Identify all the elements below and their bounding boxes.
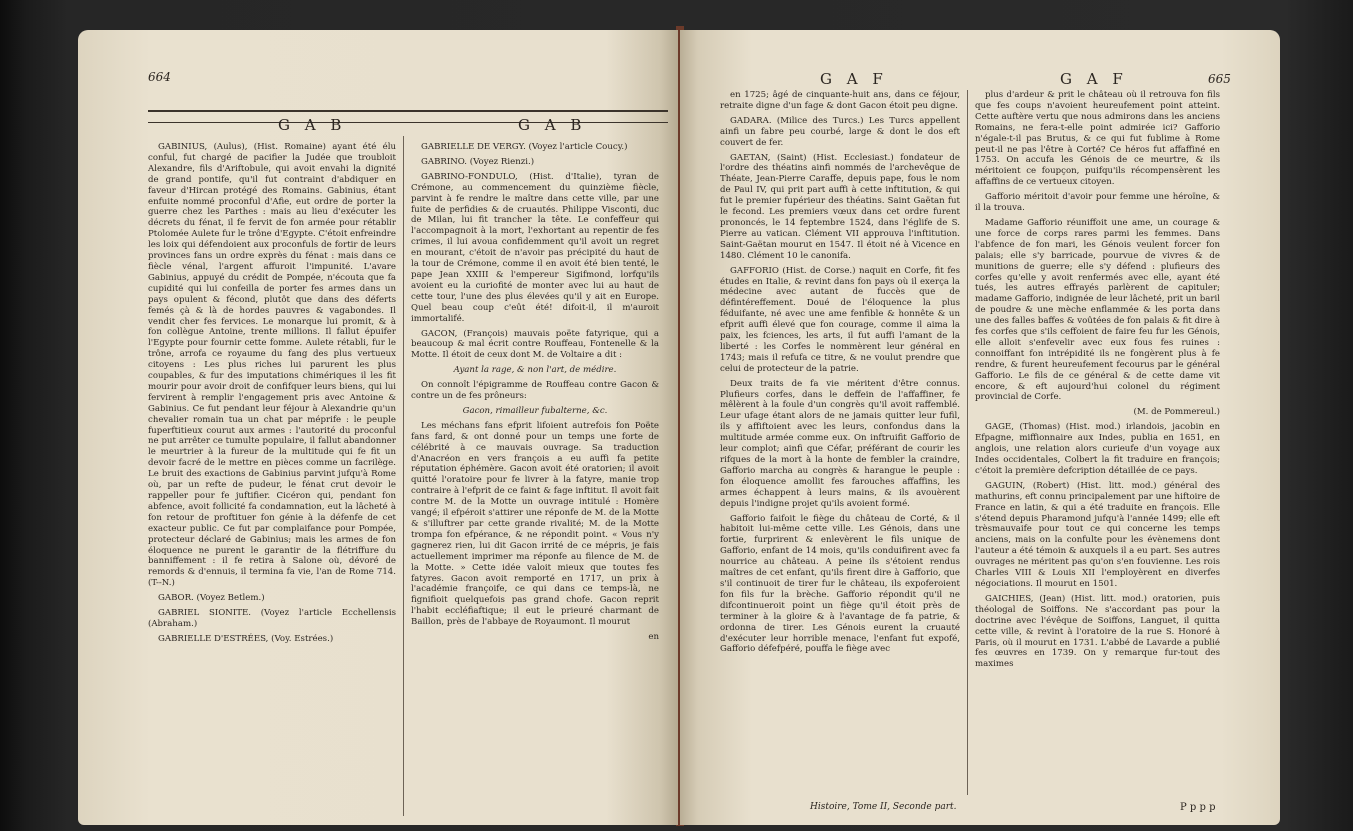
- quote-rousseau: Gacon, rimailleur fubalterne, &c.: [462, 405, 608, 416]
- left-page-number: 664: [148, 70, 171, 84]
- right-column-divider: [967, 90, 968, 795]
- left-running-head-1: G A B: [278, 116, 347, 134]
- entry-gafforio-traits: Deux traits de fa vie méritent d'être connus. Plufieurs corfes, dans le deffein de l'affaffiner, fe mêlèrent à la foule d'un congrès qu'il avoit raffemblé. Leur ufage étant alors de ne jamais quitter leur fufil, ils y affiftoient avec les leurs, confondus dans la multitude armée comme eux. On inftruifit Gafforio de leur complot; ainfi que Céfar, préférant de courir les rifques de la mort à la honte de fembler la craindre, Gafforio marcha au congrès & harangue le peuple : fon éloquence amollit fes farouches affaffins, les armes échappent à leurs mains, & ils avouèrent depuis l'indigne projet qu'ils avoient formé.: [720, 378, 960, 509]
- left-page: [78, 30, 678, 825]
- entry-gabriel-sionite: GABRIEL SIONITE. (Voyez l'article Ecchellensis (Abraham.): [148, 608, 396, 629]
- entry-gabinius: GABINIUS, (Aulus), (Hist. Romaine) ayant été élu conful, fut chargé de pacifier la Judée que troubloit Alexandre, fils d'Ariftobule, qui avoit envahi la dignité de grand pontife, qu'il fut contraint d'abdiquer en faveur d'Hircan protégé des Romains. Gabinius, étant enfuite nommé proconful d'Afie, eut ordre de porter la guerre chez les Parthes : mais au lieu d'exécuter les décrets du fénat, il fe fervit de fon armée pour rétablir Ptolomée Aulete fur le trône d'Egypte. C'étoit enfreindre les loix qui défendoient aux proconfuls de fortir de leurs provinces fans un ordre exprès du fénat : mais dans ce fiècle vénal, l'argent affuroit l'impunité. L'avare Gabinius, appuyé du crédit de Pompée, n'écouta que fa cupidité qui lui confeilla de porter fes armes dans un pays opulent & fécond, plutôt que dans des déferts femés çà & là de hordes pauvres & vagabondes. Il vendit cher fes fervices. Le monarque lui promit, & à fon collègue Antoine, trente millions. Il fallut épuifer l'Egypte pour fournir cette fomme. Aulete rétabli, fur le trône, arrofa ce royaume du fang des plus vertueux citoyens : Les plus riches lui parurent les plus coupables, & fur des imputations chimériques il les fit mourir pour avoir droit de confifquer leurs biens, qui lui fervirent à remplir l'engagement pris avec Antoine & Gabinius. Ce fut pendant leur féjour à Alexandrie qu'un chevalier romain tua un chat par méprife : le peuple fuperftitieux courut aux armes : l'autorité du proconful ne put arrêter ce tumulte populaire, il fallut abandonner le meurtrier à la fureur de la multitude qui fe fit un devoir facré de le mettre en pièces comme un facrilège. Le bruit des exactions de Gabinius parvint jufqu'à Rome où, par un refte de pudeur, le fénat crut devoir le rappeller pour fe juftifier. Cicéron qui, pendant fon abfence, avoit follicité fa condamnation, eut la lâcheté à fon retour de proftituer fon génie à la défenfe de cet exacteur public. Ce fut par complaifance pour Pompée, protecteur déclaré de Gabinius; mais les armes de fon éloquence ne purent le garantir de la flétriffure du banniffement : il fe retira à Salone où, dévoré de remords & d'ennuis, il termina fa vie, l'an de Rome 714. (T--N.): [148, 142, 396, 589]
- entry-gadara: GADARA. (Milice des Turcs.) Les Turcs appellent ainfi un fabre peu courbé, large & dont le dos eft couvert de fer.: [720, 115, 960, 148]
- left-header-rule: [148, 110, 668, 123]
- right-running-head-2: G A F: [1060, 70, 1128, 88]
- entry-gaetan: GAETAN, (Saint) (Hist. Ecclesiast.) fondateur de l'ordre des théatins ainfi nommés de l'archevêque de Théate, Jean-Pierre Caraffe, depuis pape, fous le nom de Paul IV, qui prit part auffi à cette inftitution, & qui fut le premier fupérieur des théatins. Saint Gaëtan fut le fecond. Les premiers vœux dans cet ordre furent prononcés, le 14 feptembre 1524, dans l'églife de S. Pierre au vatican. Clément VII approuva l'inftitution. Saint-Gaëtan mourut en 1547. Il étoit né à Vicence en 1480. Clément 10 le canonifa.: [720, 152, 960, 261]
- entry-gabor: GABOR. (Voyez Betlem.): [158, 593, 265, 604]
- author-credit: (M. de Pommereul.): [1133, 407, 1220, 418]
- entry-gabrino: GABRINO. (Voyez Rienzi.): [421, 156, 535, 167]
- entry-gacon: GACON, (François) mauvais poëte fatyrique, qui a beaucoup & mal écrit contre Rouffeau, Fontenelle & la Motte. Il étoit de ceux dont M. de Voltaire a dit :: [411, 328, 659, 361]
- entry-gabrielle-vergy: GABRIELLE DE VERGY. (Voyez l'article Coucy.): [421, 142, 628, 152]
- footer-volume: Histoire, Tome II, Seconde part.: [810, 802, 957, 812]
- entry-gabrielle-estrees: GABRIELLE D'ESTRÉES, (Voy. Estrées.): [158, 633, 334, 644]
- left-column-divider: [403, 136, 404, 816]
- entry-gafforio-siege: Gafforio faifoit le fiège du château de Corté, & il habitoit lui-même cette ville. Les Génois, dans une fortie, furprirent & enlevèrent le fils unique de Gafforio, enfant de 14 mois, qu'ils conduifirent avec fa nourrice au château. A peine ils s'étoient rendus maîtres de cet enfant, qu'ils firent dire à Gafforio, que s'il continuoit de tirer fur le château, ils expoferoient fon fils fur la brèche. Gafforio répondit qu'il ne difcontinueroit point un fiège qu'il étoit près de terminer à la gloire & à l'avantage de fa patrie, & ordonna de tirer. Les Génois eurent la cruauté d'exécuter leur horrible menace, l'enfant fut expofé, Gafforio défefpéré, pouffa le fiège avec: [720, 513, 960, 655]
- entry-gacon-epigram: On connoît l'épigramme de Rouffeau contre Gacon & contre un de fes prôneurs:: [411, 380, 659, 402]
- entry-gacon-cont: Les méchans fans efprit lifoient autrefois fon Poëte fans fard, & ont donné pour un temps une forte de célébrité à ce mauvais ouvrage. Sa traduction d'Anacréon en vers françois a eu auffi fa petite réputation éphémère. Gacon avoit été oratorien; il avoit quitté l'oratoire pour fe livrer à la fatyre, manie trop contraire à l'efprit de ce faint & fage inftitut. Il avoit fait contre M. de la Motte un ouvrage intitulé : Homère vangé; il efpéroit s'attirer une réponfe de M. de la Motte & s'illuftrer par cette grande rivalité; M. de la Motte trompa fon efpérance, & ne répondit point. « Vous n'y gagnerez rien, lui dit Gacon irrité de ce mépris, je fais actuellement imprimer ma réponfe au filence de M. de la Motte. » Cette idée valoit mieux que toutes fes fatyres. Gacon avoit remporté en 1717, un prix à l'académie françoife, ce qui dans ce temps-là, ne fignifioit quelquefois pas grand chofe. Gacon reprit l'habit eccléfiaftique; il eut le prieuré charmant de Baillon, près de l'abbaye de Royaumont. Il mourut: [411, 420, 659, 628]
- quote-voltaire: Ayant la rage, & non l'art, de médire.: [453, 365, 617, 376]
- entry-madame-gafforio: Madame Gafforio réuniffoit une ame, un courage & une force de corps rares parmi les femmes. Dans l'abfence de fon mari, les Génois veulent forcer fon palais; elle s'y barricade, pourvue de vivres & de munitions de guerre; elle s'y défend : plufieurs des corfes qu'elle y avoit renfermés avec elle, ayant été tués, les autres effrayés parlèrent de capituler; madame Gafforio, indignée de leur lâcheté, prit un baril de poudre & une mèche enflammée & les porta dans une des falles baffes & voûtées de fon palais & fit dire à fes corfes que s'ils ceffoient de faire feu fur les Génois, elle alloit s'enfevelir avec eux fous fes ruines : connoiffant fon intrépidité ils ne fongèrent plus à fe rendre, & furent heureufement fecourus par le général Gafforio. Le fils de ce général & de cette dame vit encore, & eft aujourd'hui colonel du régiment provincial de Corfe.: [975, 217, 1220, 403]
- left-col-2: [411, 142, 659, 647]
- entry-gacon-end: en 1725; âgé de cinquante-huit ans, dans ce féjour, retraite digne d'un fage & dont Gacon étoit peu digne.: [720, 90, 960, 111]
- right-page: [680, 30, 1280, 825]
- entry-gaichies: GAICHIES, (Jean) (Hist. litt. mod.) oratorien, puis théologal de Soiffons. Ne s'accordant pas pour la doctrine avec l'évêque de Soiffons, Languet, il quitta cette ville, & revint à l'oratoire de la rue S. Honoré à Paris, où il mourut en 1731. L'abbé de Lavarde a publié fes œuvres en 1739. On y remarque fur-tout des maximes: [975, 593, 1220, 670]
- right-page-number: 665: [1208, 72, 1231, 86]
- entry-gafforio-heroine: Gafforio méritoit d'avoir pour femme une héroïne, & il la trouva.: [975, 192, 1220, 214]
- entry-gabrino-fondulo: GABRINO-FONDULO, (Hist. d'Italie), tyran de Crémone, au commencement du quinzième fiècle, parvint à fe rendre le maître dans cette ville, par une fuite de perfidies & de cruautés. Philippe Visconti, duc de Milan, lui fit trancher la tête. Le confeffeur qui l'accompagnoit à la mort, l'exhortant au repentir de fes crimes, il lui avoua confidemment qu'il avoit un regret en mourant, c'étoit de n'avoir pas précipité du haut de la tour de Crémone, comme il en avoit été bien tenté, le pape Jean XXIII & l'empereur Sigifmond, lorfqu'ils avoient eu la curiofité de monter avec lui au haut de cette tour, l'une des plus élevées qu'il y ait en Europe. Quel beau coup c'eût été! difoit-il, il m'auroit immortalifé.: [411, 171, 659, 324]
- right-col-2: [975, 90, 1220, 674]
- left-col-1: [148, 142, 396, 649]
- catchword-left: en: [648, 632, 659, 643]
- left-running-head-2: G A B: [518, 116, 587, 134]
- entry-gage: GAGE, (Thomas) (Hist. mod.) irlandois, jacobin en Efpagne, miffionnaire aux Indes, publia en 1651, en anglois, une relation alors curieufe d'un voyage aux Indes occidentales, Colbert la fit traduire en françois; c'étoit la première defcription détaillée de ce pays.: [975, 422, 1220, 476]
- entry-gafforio-cont: plus d'ardeur & prit le château où il retrouva fon fils que fes coups n'avoient heureufement point atteint. Cette auftère vertu que nous admirons dans les anciens Romains, ne fera-t-elle point admirée ici? Gafforio n'égale-t-il pas Brutus, & ce qui fut fublime à Rome peut-il ne pas l'être à Corté? Ce héros fut affaffiné en 1753. On accufa les Génois de ce meurtre, & ils méritoient ce foupçon, puifqu'ils récompensèrent les affaffins de ce vertueux citoyen.: [975, 90, 1220, 188]
- entry-gaguin: GAGUIN, (Robert) (Hist. litt. mod.) général des mathurins, eft connu principalement par une hiftoire de France en latin, & qui a été traduite en françois. Elle s'étend depuis Pharamond jufqu'à l'année 1499; elle eft trèsmauvaife pour tout ce qui concerne les temps anciens, mais on la confulte pour les évènemens dont l'auteur a été témoin & auxquels il a eu part. Ses autres ouvrages ne méritent pas qu'on s'en fouvienne. Les rois Charles VIII & Louis XII l'employèrent en diverfes négociations. Il mourut en 1501.: [975, 480, 1220, 589]
- right-running-head-1: G A F: [820, 70, 888, 88]
- right-col-1: [720, 90, 960, 659]
- entry-gafforio: GAFFORIO (Hist. de Corse.) naquit en Corfe, fit fes études en Italie, & revint dans fon pays où il exerça la médecine avec autant de fuccès que de défintéreffement. Doué de l'éloquence la plus féduifante, né avec une ame fenfible & honnête & un efprit auffi élevé que fon courage, comme il aima la paix, les fciences, les arts, il fut auffi l'amant de la liberté : les Corfes le nommèrent leur général en 1743; mais il refufa ce titre, & ne voulut prendre que celui de protecteur de la patrie.: [720, 265, 960, 374]
- signature-mark: P p p p: [1180, 802, 1216, 813]
